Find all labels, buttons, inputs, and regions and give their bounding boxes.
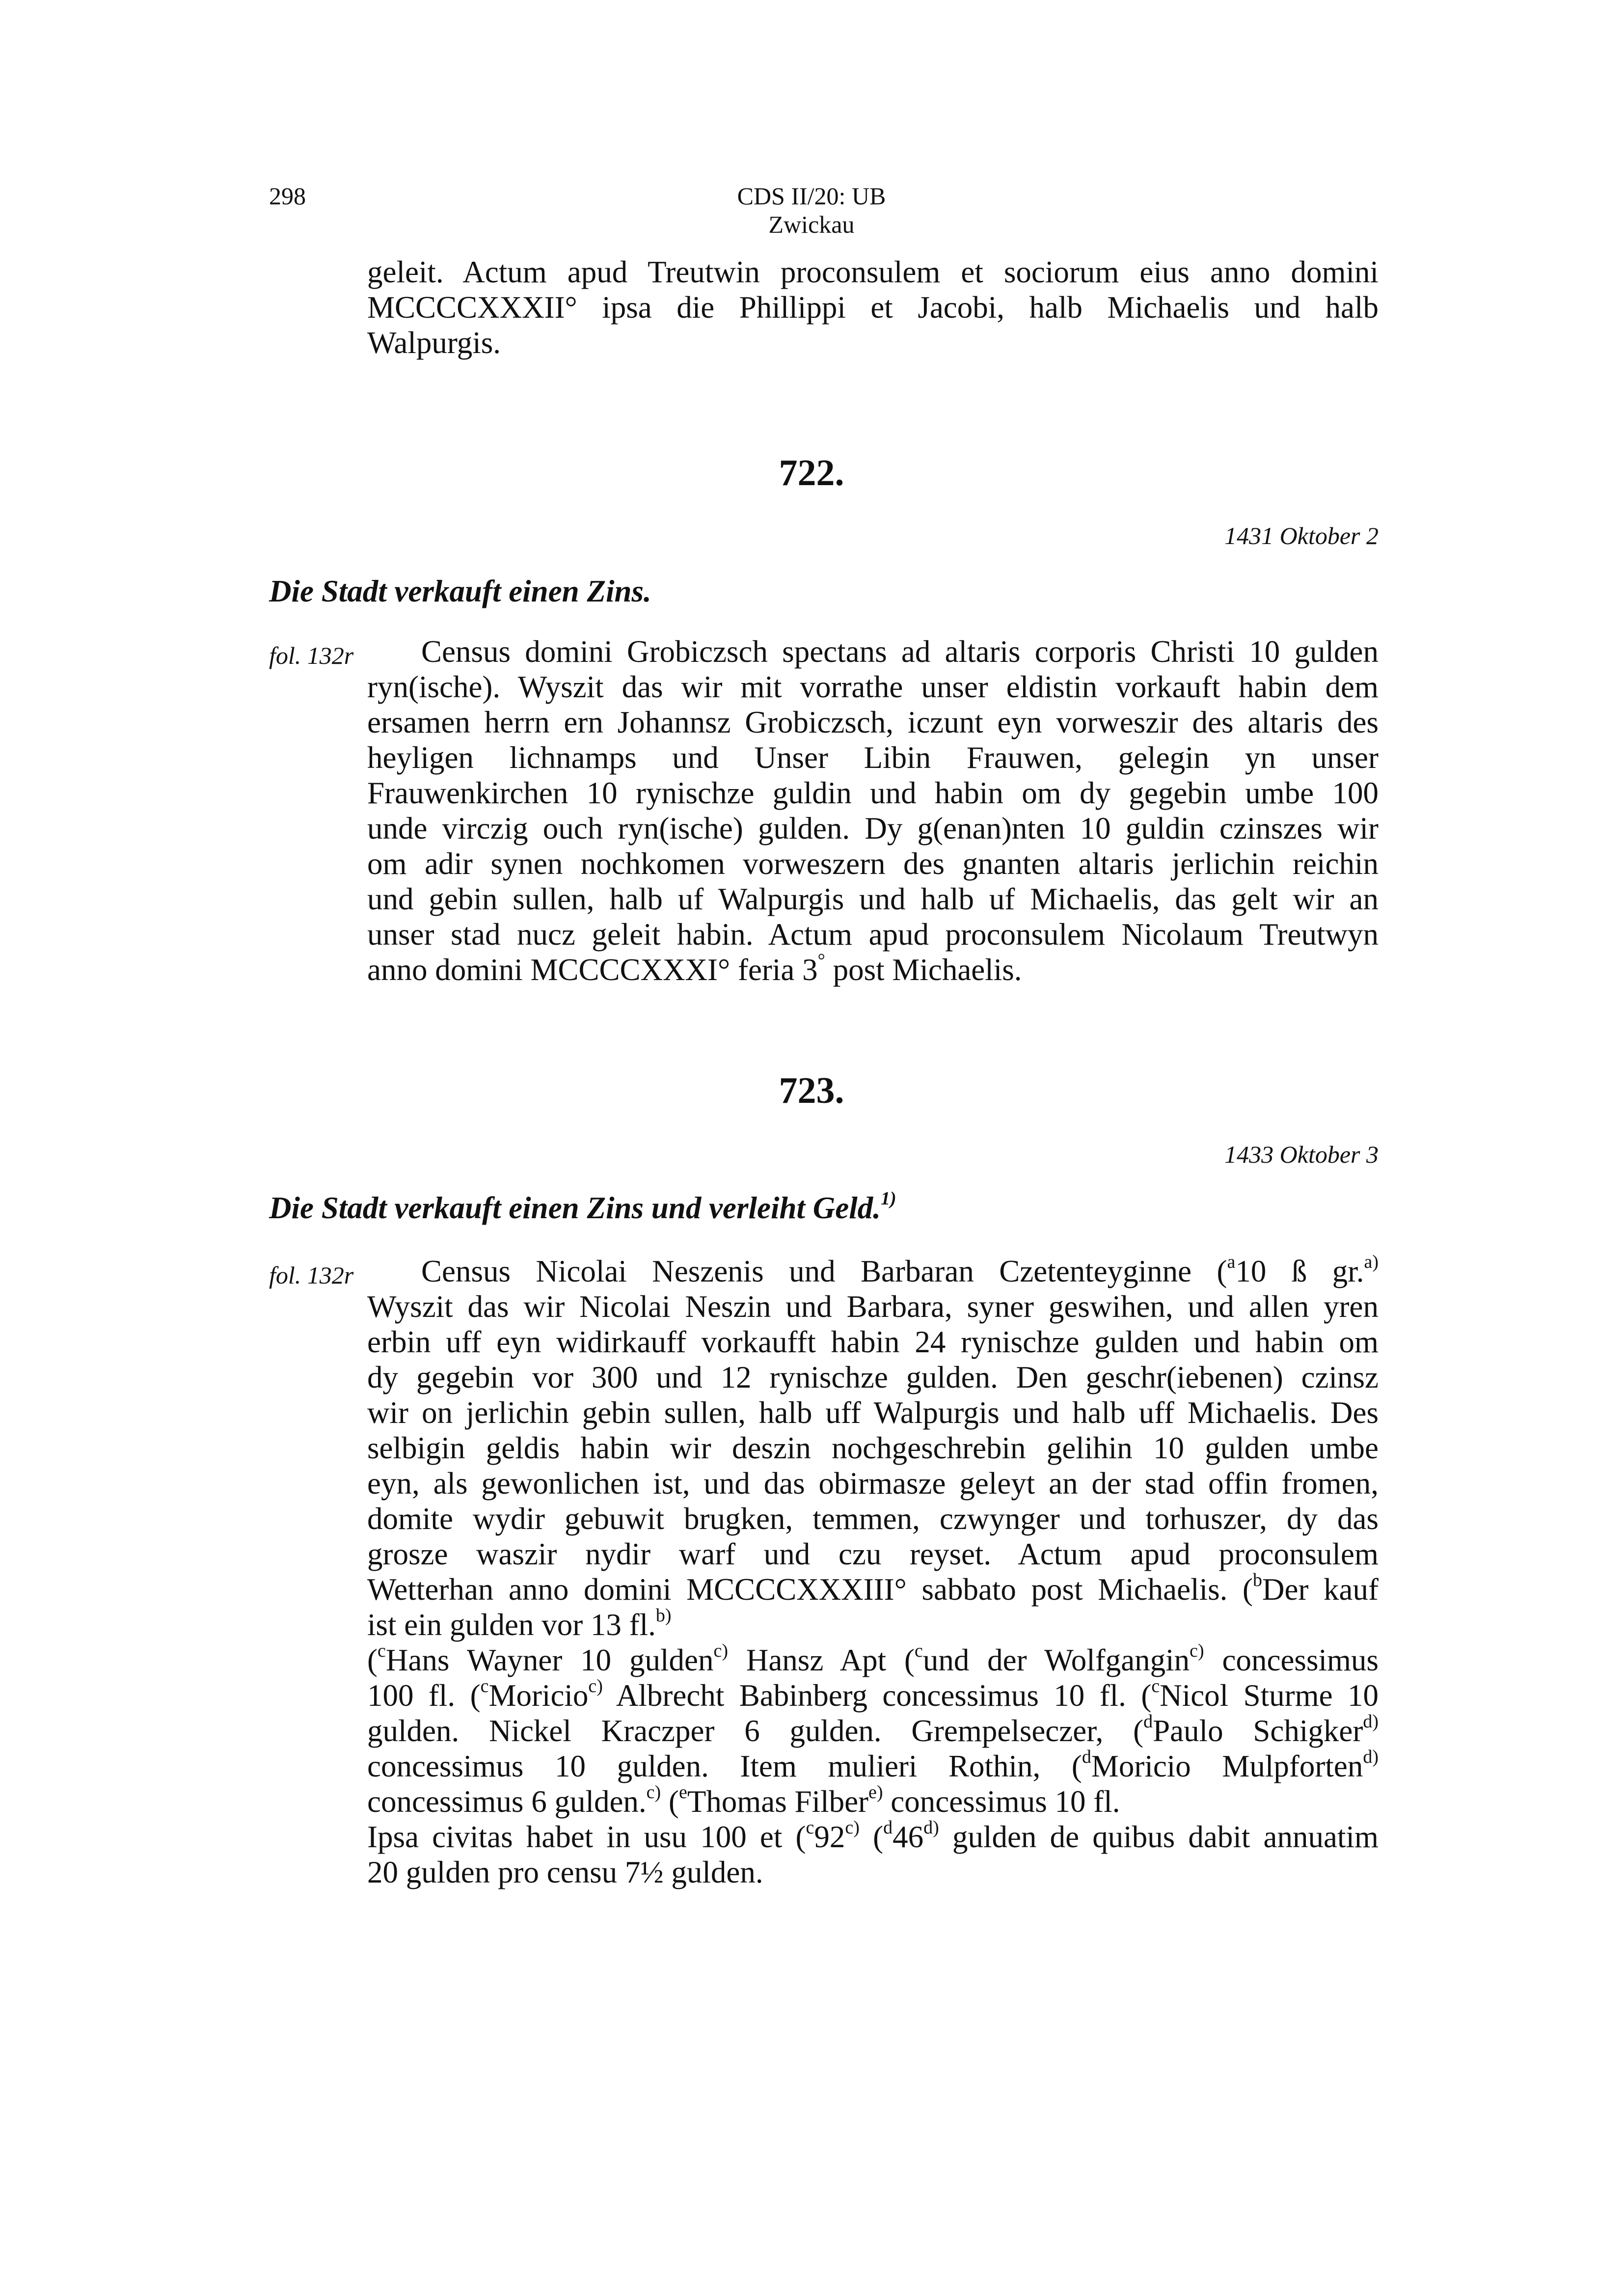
text-fragment: post Michaelis.: [825, 953, 1022, 987]
text-fragment: ist ein gulden vor 13 fl.: [367, 1608, 656, 1642]
superscript-mark: c: [1151, 1676, 1160, 1696]
text-fragment: 100 fl. (: [367, 1678, 481, 1713]
text-line: [367, 1749, 1379, 1784]
superscript-mark: d): [1363, 1747, 1379, 1767]
text-fragment: 92: [814, 1820, 845, 1854]
text-line: eyn, als gewonlichen ist, und das obirmasze geleyt an der stad offin fromen,: [367, 1466, 1379, 1501]
text-fragment: Thomas Filber: [687, 1784, 869, 1819]
text-fragment: (: [859, 1820, 884, 1854]
document-heading-723: [269, 1190, 896, 1226]
text-line: selbigin geldis habin wir deszin nochgeschrebin gelihin 10 gulden umbe: [367, 1431, 1379, 1465]
text-line: heyligen lichnamps und Unser Libin Frauwen, gelegin yn unser: [367, 740, 1379, 775]
page-number: 298: [269, 182, 306, 210]
text-line: [367, 1784, 1379, 1819]
superscript-mark: d: [1082, 1747, 1091, 1767]
text-fragment: Hansz Apt (: [728, 1643, 915, 1677]
superscript-mark: c): [713, 1640, 729, 1661]
text-fragment: anno domini MCCCCXXXI° feria 3: [367, 953, 818, 987]
text-line: [367, 1572, 1379, 1607]
text-line: grosze waszir nydir warf und czu reyset. Actum apud proconsulem: [367, 1537, 1379, 1571]
text-fragment: Moricio: [488, 1678, 589, 1713]
text-line: [367, 1678, 1379, 1713]
text-fragment: Die Stadt verkauft einen Zins und verleiht Geld.: [269, 1191, 881, 1225]
text-fragment: (: [367, 1643, 378, 1677]
text-line: [367, 1607, 1379, 1642]
text-line: unde virczig ouch ryn(ische) gulden. Dy g(enan)nten 10 guldin czinszes wir: [367, 811, 1379, 846]
text-line: Wyszit das wir Nicolai Neszin und Barbara, syner geswihen, und allen yren: [367, 1289, 1379, 1324]
footnote-marker: 1): [881, 1188, 896, 1209]
text-line: erbin uff eyn widirkauff vorkaufft habin 24 rynischze gulden und habin om: [367, 1325, 1379, 1359]
superscript-mark: c): [646, 1782, 661, 1803]
folio-reference-723: fol. 132r: [269, 1261, 354, 1289]
running-title: CDS II/20: UB Zwickau: [737, 182, 886, 238]
superscript-mark: e): [868, 1782, 883, 1803]
text-line: unser stad nucz geleit habin. Actum apud proconsulem Nicolaum Treutwyn: [367, 917, 1379, 952]
superscript-mark: c: [914, 1640, 923, 1661]
text-line: [367, 952, 1379, 987]
superscript-mark: b): [655, 1605, 672, 1626]
text-fragment: Paulo Schigker: [1153, 1714, 1363, 1748]
superscript-mark: a): [1364, 1252, 1379, 1272]
superscript-mark: c: [480, 1676, 489, 1696]
text-fragment: concessimus 6 gulden.: [367, 1784, 647, 1819]
superscript-mark: b: [1252, 1570, 1262, 1590]
superscript-mark: e: [678, 1782, 687, 1803]
superscript-mark: d: [883, 1817, 893, 1838]
text-fragment: Ipsa civitas habet in usu 100 et (: [367, 1820, 806, 1854]
text-fragment: gulden. Nickel Kraczper 6 gulden. Grempelseczer, (: [367, 1714, 1144, 1748]
text-fragment: Moricio Mulpforten: [1091, 1749, 1363, 1783]
text-fragment: gulden de quibus dabit annuatim: [939, 1820, 1379, 1854]
text-line: Frauwenkirchen 10 rynischze guldin und habin om dy gegebin umbe 100: [367, 776, 1379, 810]
superscript-mark: a: [1227, 1252, 1236, 1272]
text-line: geleit. Actum apud Treutwin proconsulem et sociorum eius anno domini: [367, 255, 1379, 289]
text-line: Census domini Grobiczsch spectans ad altaris corporis Christi 10 gulden: [421, 634, 1379, 669]
text-fragment: Hans Wayner 10 gulden: [385, 1643, 714, 1677]
document-body-722: [367, 634, 1379, 987]
document-date-723: 1433 Oktober 3: [1224, 1141, 1379, 1168]
text-fragment: (: [661, 1784, 679, 1819]
document-body-723: [367, 1254, 1379, 1890]
text-fragment: 10 ß gr.: [1235, 1254, 1364, 1288]
superscript-mark: c): [588, 1676, 603, 1696]
intro-paragraph: [367, 254, 1379, 360]
text-fragment: Wetterhan anno domini MCCCCXXXIII° sabbato post Michaelis. (: [367, 1572, 1253, 1607]
document-number-723: 723.: [779, 1070, 844, 1111]
text-line: und gebin sullen, halb uf Walpurgis und halb uf Michaelis, das gelt wir an: [367, 882, 1379, 916]
text-line: MCCCCXXXII° ipsa die Phillippi et Jacobi, halb Michaelis und halb: [367, 290, 1379, 325]
text-line: om adir synen nochkomen vorweszern des gnanten altaris jerlichin reichin: [367, 847, 1379, 881]
text-line: domite wydir gebuwit brugken, temmen, czwynger und torhuszer, dy das: [367, 1502, 1379, 1536]
text-line: ryn(ische). Wyszit das wir mit vorrathe unser eldistin vorkauft habin dem: [367, 670, 1379, 704]
superscript-mark: c): [845, 1817, 860, 1838]
superscript-mark: d): [923, 1817, 939, 1838]
text-line: dy gegebin vor 300 und 12 rynischze gulden. Den geschr(iebenen) czinsz: [367, 1360, 1379, 1394]
superscript-mark: c): [1190, 1640, 1204, 1661]
text-fragment: Nicol Sturme 10: [1160, 1678, 1379, 1713]
text-fragment: Albrecht Babinberg concessimus 10 fl. (: [602, 1678, 1152, 1713]
text-line: [367, 1254, 1379, 1289]
text-line: 20 gulden pro censu 7½ gulden.: [367, 1855, 763, 1889]
text-line: Walpurgis.: [367, 326, 501, 360]
text-fragment: concessimus: [1204, 1643, 1379, 1677]
document-heading-722: Die Stadt verkauft einen Zins.: [269, 574, 651, 608]
text-line: [367, 1819, 1379, 1855]
text-line: ersamen herrn ern Johannsz Grobiczsch, iczunt eyn vorweszir des altaris des: [367, 705, 1379, 739]
text-fragment: concessimus 10 fl.: [883, 1784, 1120, 1819]
document-number-722: 722.: [779, 452, 844, 493]
document-date-722: 1431 Oktober 2: [1224, 522, 1379, 549]
superscript-mark: c: [377, 1640, 386, 1661]
text-line: wir on jerlichin gebin sullen, halb uff Walpurgis und halb uff Michaelis. Des: [367, 1395, 1379, 1430]
text-fragment: 46: [893, 1820, 924, 1854]
superscript-mark: c: [806, 1817, 814, 1838]
text-line: [367, 1713, 1379, 1749]
superscript-mark: d: [1143, 1711, 1153, 1732]
folio-reference-722: fol. 132r: [269, 642, 354, 669]
text-fragment: und der Wolfgangin: [922, 1643, 1190, 1677]
text-fragment: concessimus 10 gulden. Item mulieri Rothin, (: [367, 1749, 1082, 1783]
superscript-mark: d): [1363, 1711, 1379, 1732]
text-line: [367, 1642, 1379, 1678]
text-fragment: Der kauf: [1262, 1572, 1379, 1607]
text-fragment: Census Nicolai Neszenis und Barbaran Czetenteyginne (: [421, 1254, 1227, 1288]
degree-mark: °: [817, 950, 825, 971]
